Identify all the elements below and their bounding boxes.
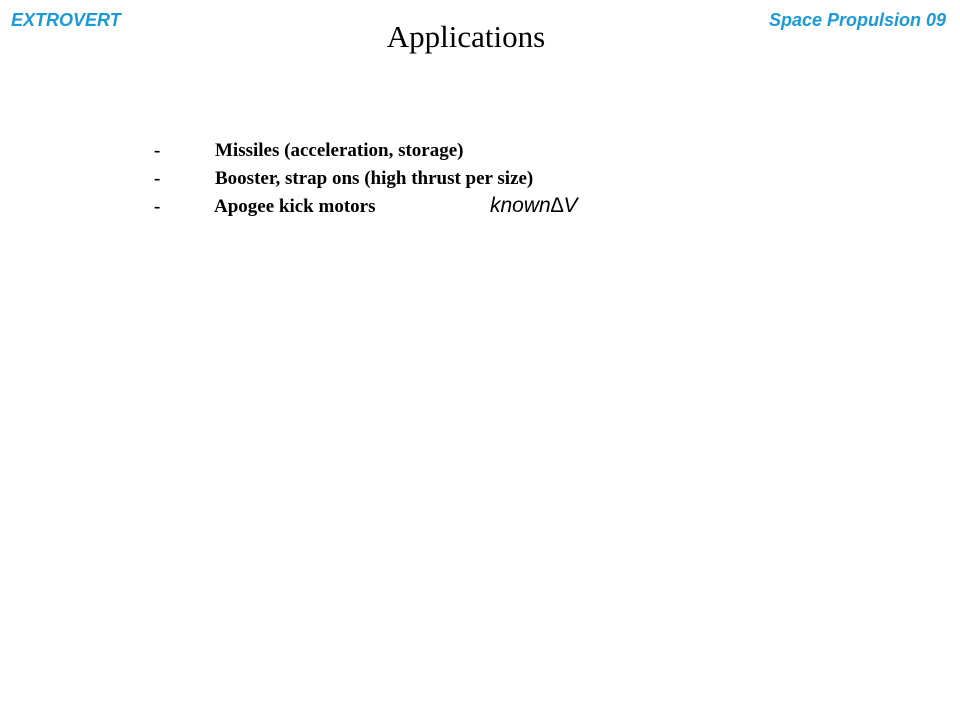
header-left-label: EXTROVERT — [11, 10, 121, 30]
formula-label: known∆V — [490, 194, 578, 217]
bullet-item — [154, 193, 533, 221]
slide-title: Applications — [386, 19, 546, 54]
bullet-text: Booster, strap ons (high thrust per size) — [215, 168, 534, 189]
bullet-marker: - — [154, 168, 161, 189]
bullet-text: Missiles (acceleration, storage) — [215, 140, 464, 161]
bullet-list — [154, 137, 533, 221]
header-right-label: Space Propulsion 09 — [768, 10, 946, 30]
bullet-item — [154, 137, 533, 165]
bullet-marker: - — [154, 140, 161, 161]
bullet-marker: - — [154, 196, 161, 217]
bullet-text: Apogee kick motors — [214, 196, 376, 217]
bullet-item — [154, 165, 533, 193]
